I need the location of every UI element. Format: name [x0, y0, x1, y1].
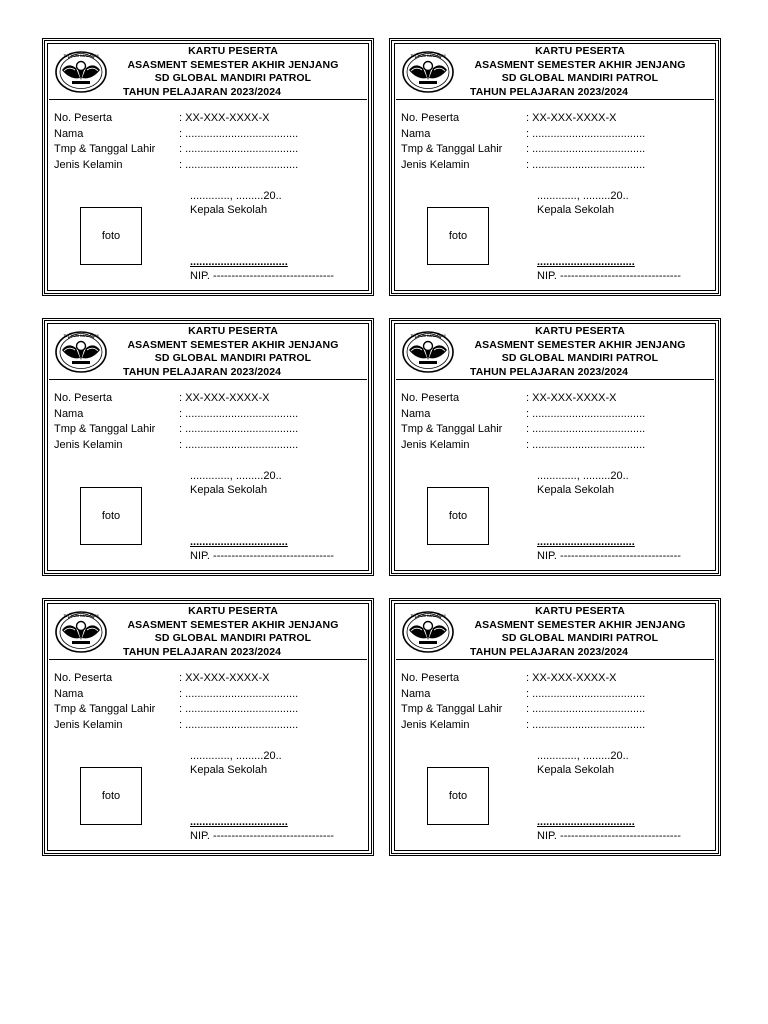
field-value: : XX-XXX-XXXX-X [179, 392, 270, 404]
signature-block [537, 469, 629, 497]
field-label: Nama [54, 127, 84, 140]
field-row-participant-number [401, 391, 645, 407]
signature-footer [190, 255, 334, 283]
signature-block [537, 189, 629, 217]
field-label: Jenis Kelamin [54, 718, 123, 731]
card-header [49, 325, 367, 380]
field-label: Tmp & Tanggal Lahir [401, 423, 503, 435]
field-row-participant-number [401, 671, 645, 687]
field-row-gender [54, 158, 298, 174]
participant-card [389, 318, 721, 576]
field-row-participant-number [54, 111, 298, 127]
card-title: KARTU PESERTA [188, 605, 278, 617]
field-label: Nama [54, 687, 84, 700]
svg-text:TUT WURI HANDAYANI: TUT WURI HANDAYANI [63, 54, 99, 58]
card-header [396, 325, 714, 380]
field-row-gender [54, 718, 298, 734]
field-value: : ..................................... [179, 127, 299, 140]
field-row-birth [401, 422, 645, 438]
card-title: KARTU PESERTA [535, 45, 625, 57]
field-label: Jenis Kelamin [54, 158, 123, 171]
field-row-gender [401, 718, 645, 734]
field-label: No. Peserta [401, 392, 460, 404]
participant-card [389, 38, 721, 296]
participant-fields [401, 671, 645, 733]
signature-footer [190, 535, 334, 563]
signature-line: ................................ [190, 256, 288, 268]
date-line: ............., .........20.. [537, 750, 629, 762]
field-value: : ..................................... [526, 687, 646, 700]
field-value: : ..................................... [526, 127, 646, 140]
field-label: Tmp & Tanggal Lahir [54, 143, 156, 155]
signature-block [190, 469, 282, 497]
field-row-participant-number [54, 391, 298, 407]
academic-year: TAHUN PELAJARAN 2023/2024 [470, 365, 629, 378]
exam-name: ASASMENT SEMESTER AKHIR JENJANG [127, 338, 339, 351]
photo-box [427, 767, 489, 825]
exam-name: ASASMENT SEMESTER AKHIR JENJANG [474, 618, 686, 631]
signature-line: ................................ [190, 816, 288, 828]
exam-name: ASASMENT SEMESTER AKHIR JENJANG [127, 58, 339, 71]
date-line: ............., .........20.. [537, 470, 629, 482]
field-row-gender [401, 158, 645, 174]
field-row-name [54, 127, 298, 143]
signer-title: Kepala Sekolah [190, 204, 268, 216]
nip-line: NIP. --------------------------------- [537, 270, 681, 282]
academic-year: TAHUN PELAJARAN 2023/2024 [470, 645, 629, 658]
participant-fields [401, 391, 645, 453]
card-header [396, 605, 714, 660]
signature-footer [190, 815, 334, 843]
participant-card [389, 598, 721, 856]
field-label: No. Peserta [401, 672, 460, 684]
field-label: No. Peserta [401, 112, 460, 124]
photo-box [80, 487, 142, 545]
field-row-birth [54, 702, 298, 718]
card-header [49, 605, 367, 660]
photo-label: foto [448, 230, 468, 242]
field-value: : XX-XXX-XXXX-X [526, 672, 617, 684]
signature-footer [537, 255, 681, 283]
field-value: : ..................................... [179, 423, 299, 435]
nip-line: NIP. --------------------------------- [537, 550, 681, 562]
school-name: SD GLOBAL MANDIRI PATROL [154, 72, 312, 84]
tut-wuri-handayani-logo-icon [401, 48, 455, 94]
field-value: : ..................................... [179, 143, 299, 155]
exam-name: ASASMENT SEMESTER AKHIR JENJANG [127, 618, 339, 631]
field-row-birth [54, 142, 298, 158]
participant-fields [54, 671, 298, 733]
signature-line: ................................ [537, 816, 635, 828]
field-label: Jenis Kelamin [54, 438, 123, 451]
date-line: ............., .........20.. [190, 190, 282, 202]
school-name: SD GLOBAL MANDIRI PATROL [501, 632, 659, 644]
card-header [49, 45, 367, 100]
field-row-birth [401, 702, 645, 718]
exam-name: ASASMENT SEMESTER AKHIR JENJANG [474, 338, 686, 351]
field-label: Nama [401, 127, 431, 140]
photo-box [427, 207, 489, 265]
field-row-participant-number [54, 671, 298, 687]
field-row-name [54, 687, 298, 703]
tut-wuri-handayani-logo-icon [54, 48, 108, 94]
signature-footer [537, 815, 681, 843]
field-value: : ..................................... [179, 158, 299, 171]
tut-wuri-handayani-logo-icon [401, 608, 455, 654]
svg-text:TUT WURI HANDAYANI: TUT WURI HANDAYANI [410, 334, 446, 338]
participant-card [42, 318, 374, 576]
field-label: Tmp & Tanggal Lahir [54, 423, 156, 435]
school-name: SD GLOBAL MANDIRI PATROL [154, 632, 312, 644]
date-line: ............., .........20.. [190, 750, 282, 762]
field-label: Jenis Kelamin [401, 438, 470, 451]
participant-fields [54, 111, 298, 173]
date-line: ............., .........20.. [537, 190, 629, 202]
svg-text:TUT WURI HANDAYANI: TUT WURI HANDAYANI [410, 54, 446, 58]
signature-footer [537, 535, 681, 563]
nip-line: NIP. --------------------------------- [190, 550, 334, 562]
signature-line: ................................ [537, 256, 635, 268]
photo-label: foto [101, 510, 121, 522]
participant-fields [401, 111, 645, 173]
field-label: Nama [54, 407, 84, 420]
field-row-name [401, 687, 645, 703]
field-row-birth [401, 142, 645, 158]
photo-box [80, 767, 142, 825]
tut-wuri-handayani-logo-icon [401, 328, 455, 374]
field-value: : ..................................... [526, 143, 646, 155]
signer-title: Kepala Sekolah [190, 484, 268, 496]
photo-label: foto [101, 790, 121, 802]
photo-label: foto [101, 230, 121, 242]
field-label: Nama [401, 687, 431, 700]
photo-label: foto [448, 510, 468, 522]
signer-title: Kepala Sekolah [537, 484, 615, 496]
participant-fields [54, 391, 298, 453]
field-label: Nama [401, 407, 431, 420]
field-label: Jenis Kelamin [401, 718, 470, 731]
tut-wuri-handayani-logo-icon [54, 328, 108, 374]
participant-card [42, 38, 374, 296]
field-row-gender [401, 438, 645, 454]
field-row-birth [54, 422, 298, 438]
academic-year: TAHUN PELAJARAN 2023/2024 [123, 365, 282, 378]
academic-year: TAHUN PELAJARAN 2023/2024 [123, 645, 282, 658]
card-title: KARTU PESERTA [535, 605, 625, 617]
field-label: No. Peserta [54, 672, 113, 684]
field-value: : ..................................... [526, 407, 646, 420]
photo-box [427, 487, 489, 545]
school-name: SD GLOBAL MANDIRI PATROL [501, 352, 659, 364]
field-value: : ..................................... [179, 407, 299, 420]
field-label: Tmp & Tanggal Lahir [54, 703, 156, 715]
field-value: : ..................................... [179, 438, 299, 451]
field-label: Tmp & Tanggal Lahir [401, 143, 503, 155]
field-value: : ..................................... [526, 438, 646, 451]
card-title: KARTU PESERTA [188, 325, 278, 337]
field-row-participant-number [401, 111, 645, 127]
field-label: Jenis Kelamin [401, 158, 470, 171]
field-value: : ..................................... [179, 687, 299, 700]
field-row-name [401, 127, 645, 143]
exam-name: ASASMENT SEMESTER AKHIR JENJANG [474, 58, 686, 71]
field-label: No. Peserta [54, 392, 113, 404]
svg-text:TUT WURI HANDAYANI: TUT WURI HANDAYANI [63, 614, 99, 618]
nip-line: NIP. --------------------------------- [190, 270, 334, 282]
school-name: SD GLOBAL MANDIRI PATROL [501, 72, 659, 84]
field-value: : XX-XXX-XXXX-X [526, 112, 617, 124]
signer-title: Kepala Sekolah [537, 204, 615, 216]
date-line: ............., .........20.. [190, 470, 282, 482]
signature-line: ................................ [537, 536, 635, 548]
signature-block [190, 749, 282, 777]
field-value: : ..................................... [526, 158, 646, 171]
svg-text:TUT WURI HANDAYANI: TUT WURI HANDAYANI [63, 334, 99, 338]
photo-box [80, 207, 142, 265]
field-value: : ..................................... [526, 423, 646, 435]
card-title: KARTU PESERTA [535, 325, 625, 337]
nip-line: NIP. --------------------------------- [190, 830, 334, 842]
school-name: SD GLOBAL MANDIRI PATROL [154, 352, 312, 364]
field-label: Tmp & Tanggal Lahir [401, 703, 503, 715]
field-row-name [54, 407, 298, 423]
signature-block [190, 189, 282, 217]
signature-block [537, 749, 629, 777]
field-row-name [401, 407, 645, 423]
signature-line: ................................ [190, 536, 288, 548]
participant-card [42, 598, 374, 856]
signer-title: Kepala Sekolah [537, 764, 615, 776]
svg-text:TUT WURI HANDAYANI: TUT WURI HANDAYANI [410, 614, 446, 618]
field-row-gender [54, 438, 298, 454]
signer-title: Kepala Sekolah [190, 764, 268, 776]
field-value: : ..................................... [526, 718, 646, 731]
field-value: : ..................................... [179, 703, 299, 715]
field-value: : XX-XXX-XXXX-X [179, 672, 270, 684]
academic-year: TAHUN PELAJARAN 2023/2024 [123, 85, 282, 98]
field-label: No. Peserta [54, 112, 113, 124]
field-value: : ..................................... [526, 703, 646, 715]
field-value: : XX-XXX-XXXX-X [526, 392, 617, 404]
field-value: : ..................................... [179, 718, 299, 731]
nip-line: NIP. --------------------------------- [537, 830, 681, 842]
tut-wuri-handayani-logo-icon [54, 608, 108, 654]
card-title: KARTU PESERTA [188, 45, 278, 57]
photo-label: foto [448, 790, 468, 802]
field-value: : XX-XXX-XXXX-X [179, 112, 270, 124]
card-header [396, 45, 714, 100]
academic-year: TAHUN PELAJARAN 2023/2024 [470, 85, 629, 98]
